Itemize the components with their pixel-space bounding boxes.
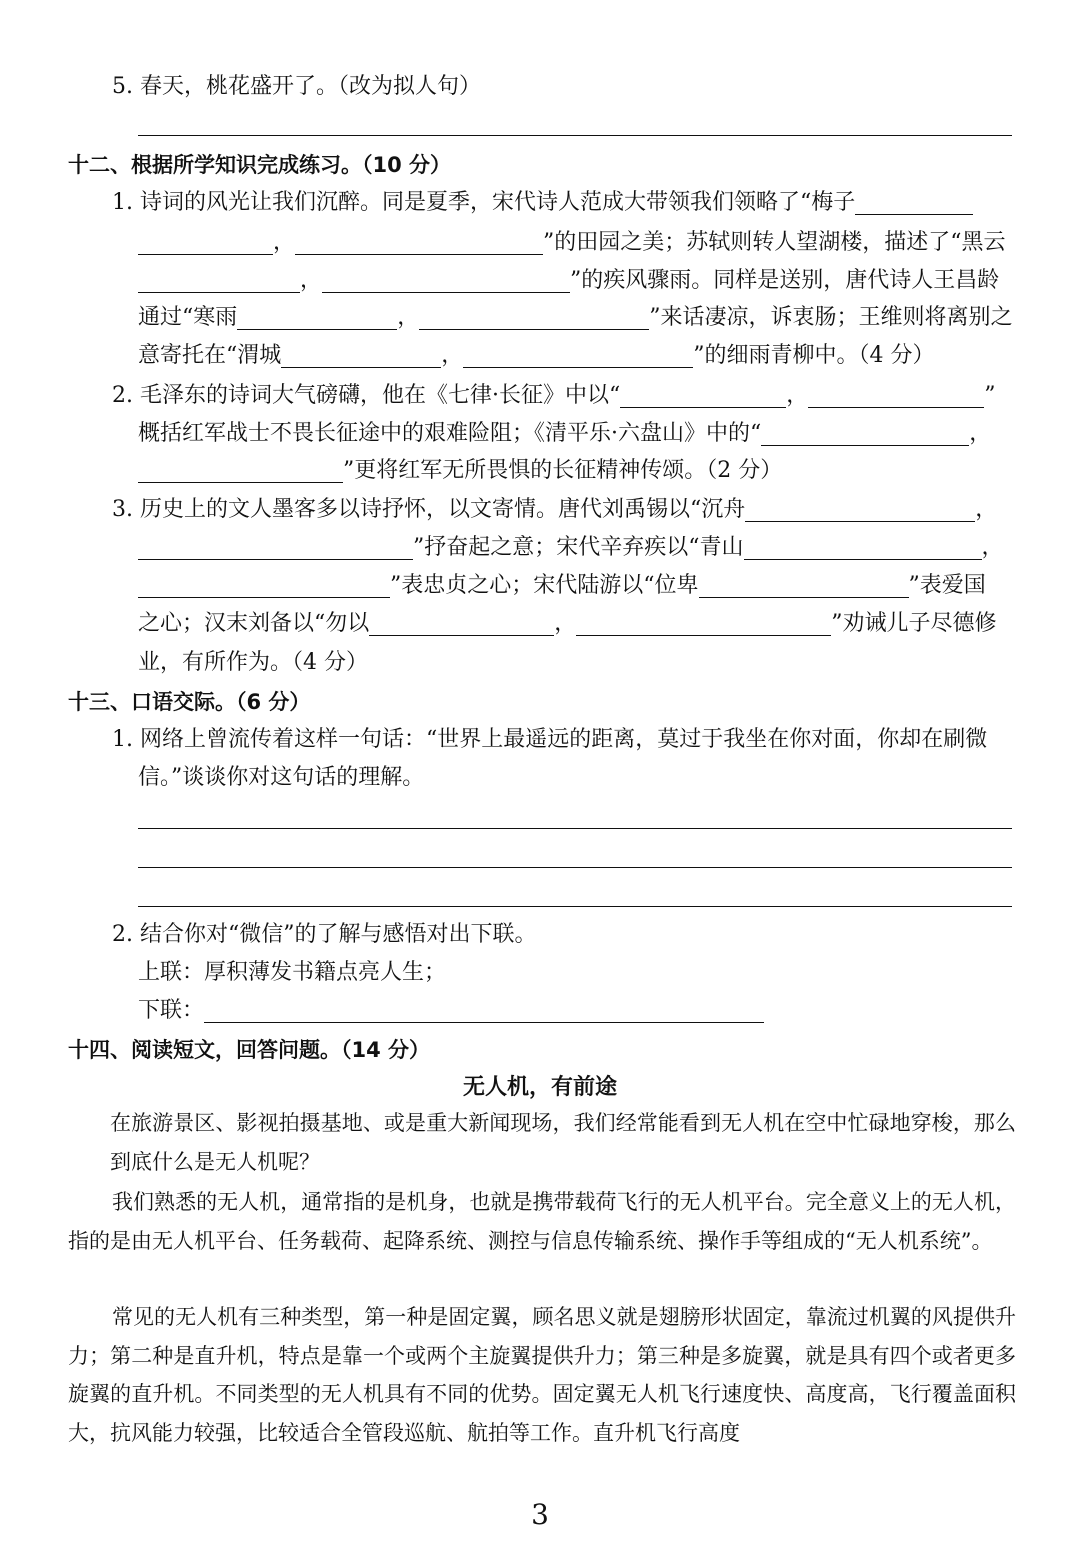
blank[interactable] — [138, 535, 413, 560]
text: ”的细雨青柳中。（4 分） — [693, 343, 935, 368]
blank[interactable] — [699, 573, 909, 598]
q13-1-line2: 信。”谈谈你对这句话的理解。 — [138, 765, 425, 790]
text: 之心；汉末刘备以“勿以 — [138, 611, 370, 636]
blank[interactable] — [295, 230, 543, 255]
section-14-heading: 十四、阅读短文，回答问题。（14 分） — [68, 1038, 431, 1062]
text: 概括红军战士不畏长征途中的艰难险阻；《清平乐·六盘山》中的“ — [138, 421, 762, 446]
text: 3. 历史上的文人墨客多以诗抒怀，以文寄情。唐代刘禹锡以“沉舟 — [112, 497, 746, 522]
page-number: 3 — [531, 1498, 549, 1531]
q12-2-line3 — [138, 456, 782, 486]
text: 下联： — [138, 998, 205, 1023]
text: ”更将红军无所畏惧的长征精神传颂。（2 分） — [343, 458, 783, 483]
q13-2-line1: 2. 结合你对“微信”的了解与感悟对出下联。 — [112, 922, 537, 947]
q12-1-line2 — [138, 228, 1006, 258]
blank[interactable] — [761, 421, 969, 446]
blank[interactable] — [281, 343, 441, 368]
couplet-lower — [138, 996, 764, 1026]
text: ， — [969, 421, 992, 446]
text: ” — [984, 383, 996, 408]
article-paragraph-2: 我们熟悉的无人机，通常指的是机身，也就是携带载荷飞行的无人机平台。完全意义上的无人机，指的是由无人机平台、任务载荷、起降系统、测控与信息传输系统、操作手等组成的“无人机系统”。 — [68, 1190, 1016, 1253]
blank[interactable] — [322, 268, 570, 293]
q12-3-line3 — [138, 571, 986, 601]
blank[interactable] — [237, 305, 397, 330]
article-paragraph-3: 常见的无人机有三种类型，第一种是固定翼，顾名思义就是翅膀形状固定，靠流过机翼的风提供升力；第二种是直升机，特点是靠一个或两个主旋翼提供升力；第三种是多旋翼，就是具有四个或者更多旋翼的直升机。不同类型的无人机具有不同的优势。固定翼无人机飞行速度快、高度高，飞行覆盖面积大，抗风能力较强，比较适合全管段巡航、航拍等工作。直升机飞行高度 — [68, 1305, 1016, 1445]
answer-line[interactable] — [138, 867, 1012, 868]
q12-3-line4 — [138, 609, 997, 639]
text: ， — [441, 343, 464, 368]
answer-line[interactable] — [138, 906, 1012, 907]
q12-2-line1 — [112, 381, 996, 411]
blank[interactable] — [204, 998, 764, 1023]
couplet-upper: 上联：厚积薄发书籍点亮人生； — [138, 960, 447, 985]
blank[interactable] — [808, 383, 984, 408]
text: ， — [300, 268, 323, 293]
blank[interactable] — [463, 343, 693, 368]
q11-item5: 5. 春天，桃花盛开了。（改为拟人句） — [112, 74, 481, 99]
q12-1-line1 — [112, 188, 973, 218]
section-12-heading: 十二、根据所学知识完成练习。（10 分） — [68, 153, 452, 177]
section-13-heading: 十三、口语交际。（6 分） — [68, 690, 311, 714]
answer-line[interactable] — [138, 135, 1012, 136]
article-title: 无人机，有前途 — [462, 1075, 617, 1100]
q12-1-line5 — [138, 341, 935, 371]
text: ， — [554, 611, 577, 636]
q12-3-line5: 业，有所作为。（4 分） — [138, 650, 368, 675]
blank[interactable] — [138, 230, 273, 255]
blank[interactable] — [744, 535, 982, 560]
text: ”的田园之美；苏轼则转人望湖楼，描述了“黑云 — [543, 230, 1006, 255]
text: ”劝诫儿子尽德修 — [831, 611, 997, 636]
blank[interactable] — [745, 497, 975, 522]
q12-1-line3 — [138, 266, 999, 296]
text: ”抒奋起之意；宋代辛弃疾以“青山 — [413, 535, 744, 560]
text: ”表忠贞之心；宋代陆游以“位卑 — [390, 573, 699, 598]
blank[interactable] — [620, 383, 786, 408]
text: ， — [981, 535, 1004, 560]
blank[interactable] — [138, 573, 390, 598]
text: ， — [273, 230, 296, 255]
blank[interactable] — [855, 190, 973, 215]
blank[interactable] — [576, 611, 831, 636]
q13-1-line1: 1. 网络上曾流传着这样一句话：“世界上最遥远的距离，莫过于我坐在你对面，你却在刷微 — [112, 727, 988, 752]
text: ”的疾风骤雨。同样是送别，唐代诗人王昌龄 — [570, 268, 1000, 293]
text: ”来话凄凉，诉衷肠；王维则将离别之 — [649, 305, 1013, 330]
text: 1. 诗词的风光让我们沉醉。同是夏季，宋代诗人范成大带领我们领略了“梅子 — [112, 190, 856, 215]
text: ， — [786, 383, 809, 408]
answer-line[interactable] — [138, 828, 1012, 829]
article-paragraph-1: 在旅游景区、影视拍摄基地、或是重大新闻现场，我们经常能看到无人机在空中忙碌地穿梭，那么到底什么是无人机呢？ — [110, 1111, 1016, 1174]
text: ， — [397, 305, 420, 330]
text: ， — [975, 497, 998, 522]
blank[interactable] — [138, 458, 343, 483]
text: ”表爱国 — [908, 573, 986, 598]
text: 通过“寒雨 — [138, 305, 238, 330]
q12-1-line4 — [138, 303, 1013, 333]
blank[interactable] — [138, 268, 300, 293]
text: 意寄托在“渭城 — [138, 343, 282, 368]
q12-3-line2 — [138, 533, 1004, 563]
q12-3-line1 — [112, 495, 997, 525]
q12-2-line2 — [138, 419, 991, 449]
text: 2. 毛泽东的诗词大气磅礴，他在《七律·长征》中以“ — [112, 383, 621, 408]
blank[interactable] — [369, 611, 554, 636]
blank[interactable] — [419, 305, 649, 330]
